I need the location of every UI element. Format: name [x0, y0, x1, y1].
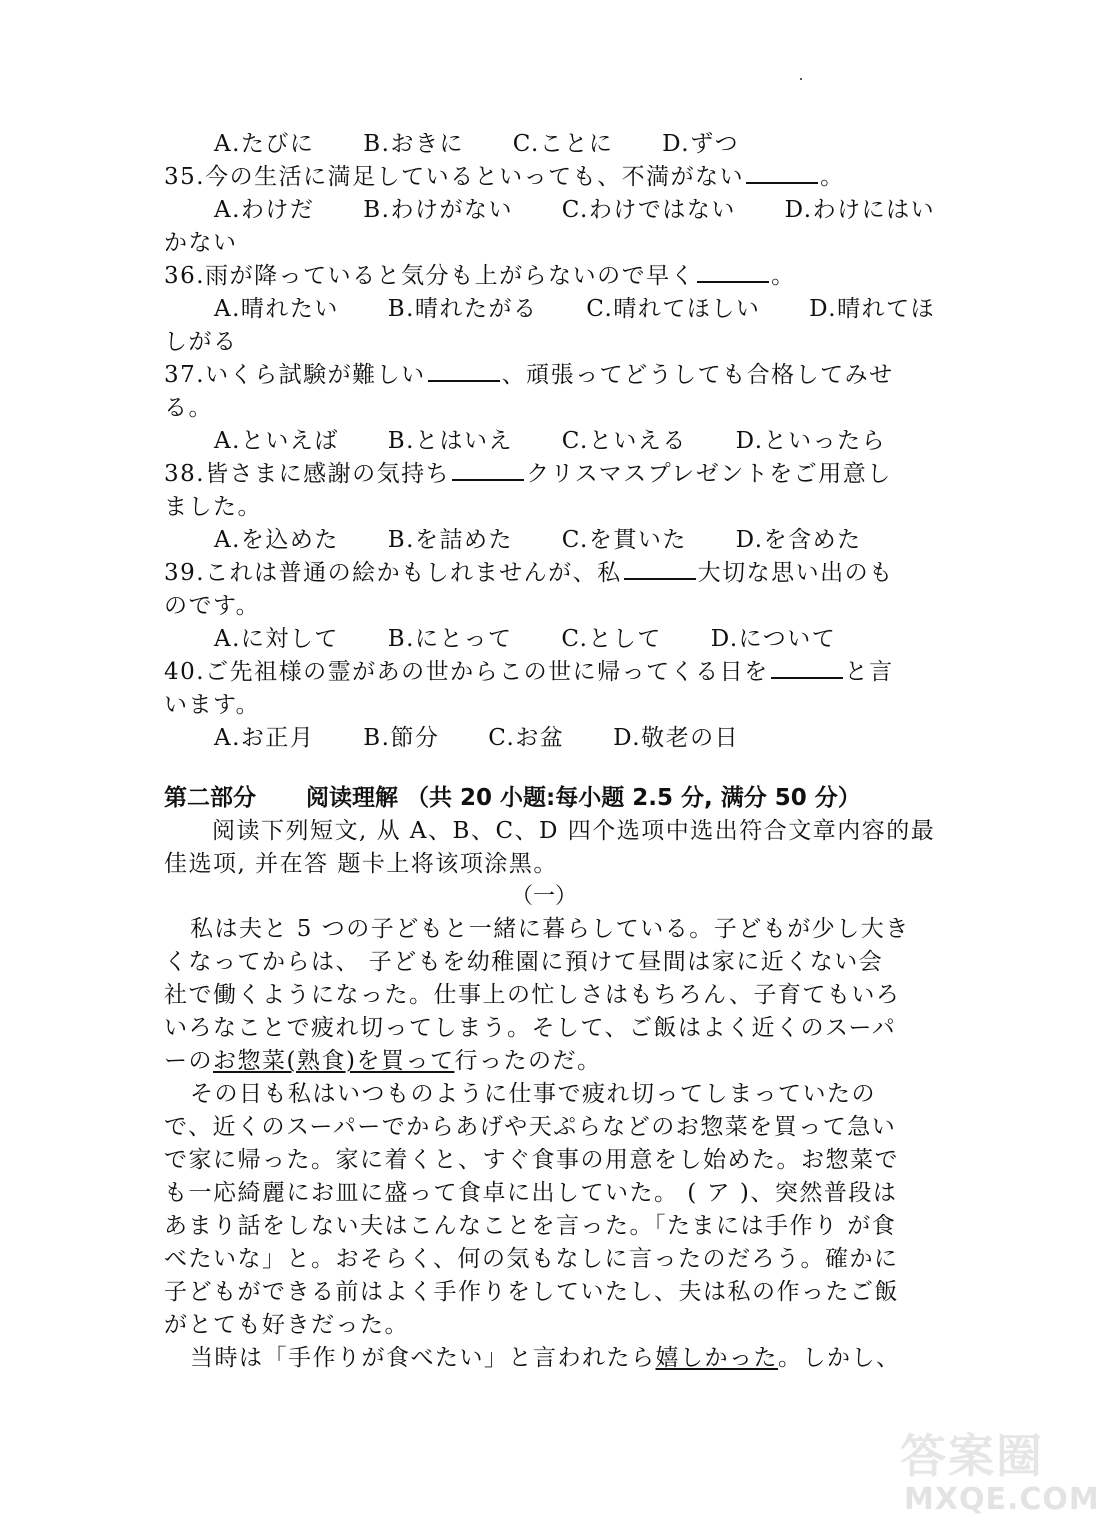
q38-stem — [164, 458, 924, 491]
q39-option-c: C.として — [561, 626, 662, 652]
passage-line-7: で、近くのスーパーでからあげや天ぷらなどのお惣菜を買って急い — [164, 1114, 897, 1140]
q37-option-c: C.といえる — [561, 428, 687, 454]
q37-stem-rest: 、頑張ってどうしても合格してみせ — [501, 362, 894, 388]
q39-option-b: B.にとって — [387, 626, 513, 652]
q34-option-c: C.ことに — [512, 131, 614, 157]
passage-line-14-start: 当時は「手作りが食べたい」と言われたら — [190, 1345, 656, 1371]
passage-line-8: で家に帰った。家に着くと、すぐ食事の用意をし始めた。お惣菜で — [164, 1147, 899, 1173]
q38-option-d: D.を含めた — [735, 527, 862, 553]
q35-option-d: D.わけにはい — [784, 197, 936, 223]
q35-option-a: A.わけだ — [214, 197, 315, 223]
q40-option-a: A.お正月 — [214, 725, 315, 751]
q35-stem — [164, 161, 924, 194]
passage-line-11: べたいな」と。おそらく、何の気もなしに言ったのだろう。確かに — [164, 1246, 899, 1272]
passage-line-4: いろなことで疲れ切ってしまう。そして、ご飯はよく近くのスーパ — [164, 1015, 897, 1041]
q35-option-wrap: かない — [164, 230, 238, 256]
q39-option-a: A.に対して — [214, 626, 339, 652]
q37-option-b: B.とはいえ — [387, 428, 513, 454]
watermark-site: MXQE.COM — [904, 1482, 1100, 1517]
passage-line-6: その日も私はいつものように仕事で疲れ切ってしまっていたの — [190, 1081, 876, 1107]
q38-stem-wrap: ました。 — [164, 494, 262, 520]
q39-stem — [164, 557, 924, 590]
q40-option-c: C.お盆 — [488, 725, 565, 751]
section-instructions-2: 佳选项, 并在答 题卡上将该项涂黑。 — [164, 851, 558, 877]
q37-blank — [428, 360, 500, 382]
q36-option-d: D.晴れてほ — [809, 296, 936, 322]
q40-stem-text: 40.ご先祖様の霊があの世からこの世に帰ってくる日を — [164, 659, 769, 685]
scan-speck — [800, 78, 802, 80]
q35-options — [164, 194, 936, 227]
q39-options — [164, 623, 924, 656]
passage-line-14 — [164, 1342, 924, 1375]
q34-option-b: B.おきに — [363, 131, 464, 157]
q36-option-a: A.晴れたい — [214, 296, 339, 322]
q37-option-a: A.といえば — [214, 428, 339, 454]
passage-line-13: がとても好きだった。 — [164, 1312, 409, 1338]
q35-stem-end: 。 — [820, 164, 845, 190]
q37-stem-wrap: る。 — [164, 395, 213, 421]
q35-blank — [746, 162, 818, 184]
q35-option-b: B.わけがない — [363, 197, 513, 223]
q40-option-b: B.節分 — [363, 725, 440, 751]
passage-line-5-start: ーの — [164, 1048, 213, 1074]
section-part-label: 第二部分 — [164, 785, 256, 811]
section-instructions-1: 阅读下列短文, 从 A、B、C、D 四个选项中选出符合文章内容的最 — [212, 818, 936, 844]
q35-stem-text: 35.今の生活に満足しているといっても、不満がない — [164, 164, 745, 190]
q36-option-wrap: しがる — [164, 329, 238, 355]
passage-line-9: も一応綺麗にお皿に盛って食卓に出していた。 ( ア )、突然普段は — [164, 1180, 898, 1206]
exam-content — [164, 128, 936, 1375]
passage-line-14-end: 。しかし、 — [778, 1345, 901, 1371]
q36-stem — [164, 260, 924, 293]
q36-stem-end: 。 — [771, 263, 796, 289]
underlined-phrase-1: お惣菜(熟食)を買って — [213, 1048, 455, 1074]
q38-option-b: B.を詰めた — [387, 527, 513, 553]
q36-stem-text: 36.雨が降っていると気分も上がらないので早く — [164, 263, 696, 289]
q38-options — [164, 524, 924, 557]
q36-blank — [697, 261, 769, 283]
watermark — [900, 1420, 1100, 1520]
q40-options — [164, 722, 924, 755]
q38-stem-text: 38.皆さまに感謝の気持ち — [164, 461, 451, 487]
q37-option-d: D.といったら — [735, 428, 887, 454]
section-heading — [164, 781, 924, 815]
q37-stem-text: 37.いくら試験が難しい — [164, 362, 426, 388]
q39-option-d: D.について — [710, 626, 837, 652]
passage-line-5 — [164, 1045, 924, 1078]
passage-line-10: あまり話をしない夫はこんなことを言った。｢たまには手作り が食 — [164, 1213, 897, 1239]
passage-line-5-end: 行ったのだ。 — [454, 1048, 602, 1074]
underlined-phrase-2: 嬉しかった — [655, 1345, 778, 1371]
q40-blank — [771, 657, 843, 679]
watermark-logo: 答案圈 — [900, 1429, 1044, 1483]
q38-option-c: C.を貫いた — [561, 527, 687, 553]
q35-option-c: C.わけではない — [561, 197, 736, 223]
passage-number: （一） — [510, 884, 577, 909]
q40-stem-wrap: います。 — [164, 692, 261, 718]
q39-stem-rest: 大切な思い出のも — [697, 560, 894, 586]
q39-stem-text: 39.これは普通の絵かもしれませんが、私 — [164, 560, 622, 586]
q34-options — [164, 128, 924, 161]
q38-blank — [452, 459, 524, 481]
q36-option-b: B.晴れたがる — [387, 296, 538, 322]
q38-option-a: A.を込めた — [214, 527, 339, 553]
q34-option-a: A.たびに — [214, 131, 315, 157]
passage-line-12: 子どもができる前はよく手作りをしていたし、夫は私の作ったご飯 — [164, 1279, 899, 1305]
q39-stem-wrap: のです。 — [164, 593, 261, 619]
passage-line-3: 社で働くようになった。仕事上の忙しさはもちろん、子育てもいろ — [164, 982, 901, 1008]
section-title-text: 阅读理解 （共 20 小题:每小题 2.5 分, 满分 50 分） — [306, 785, 861, 811]
q39-blank — [624, 558, 696, 580]
q40-option-d: D.敬老の日 — [613, 725, 740, 751]
q40-stem — [164, 656, 924, 689]
q36-options — [164, 293, 936, 326]
passage-line-2: くなってからは、 子どもを幼稚園に預けて昼間は家に近くない会 — [164, 949, 884, 975]
q38-stem-rest: クリスマスプレゼントをご用意し — [526, 461, 892, 487]
passage-line-1: 私は夫と 5 つの子どもと一緒に暮らしている。子どもが少し大き — [190, 916, 910, 942]
q37-options — [164, 425, 924, 458]
q36-option-c: C.晴れてほしい — [586, 296, 761, 322]
q37-stem — [164, 359, 924, 392]
q34-option-d: D.ずつ — [662, 131, 740, 157]
q40-stem-rest: と言 — [844, 659, 894, 685]
